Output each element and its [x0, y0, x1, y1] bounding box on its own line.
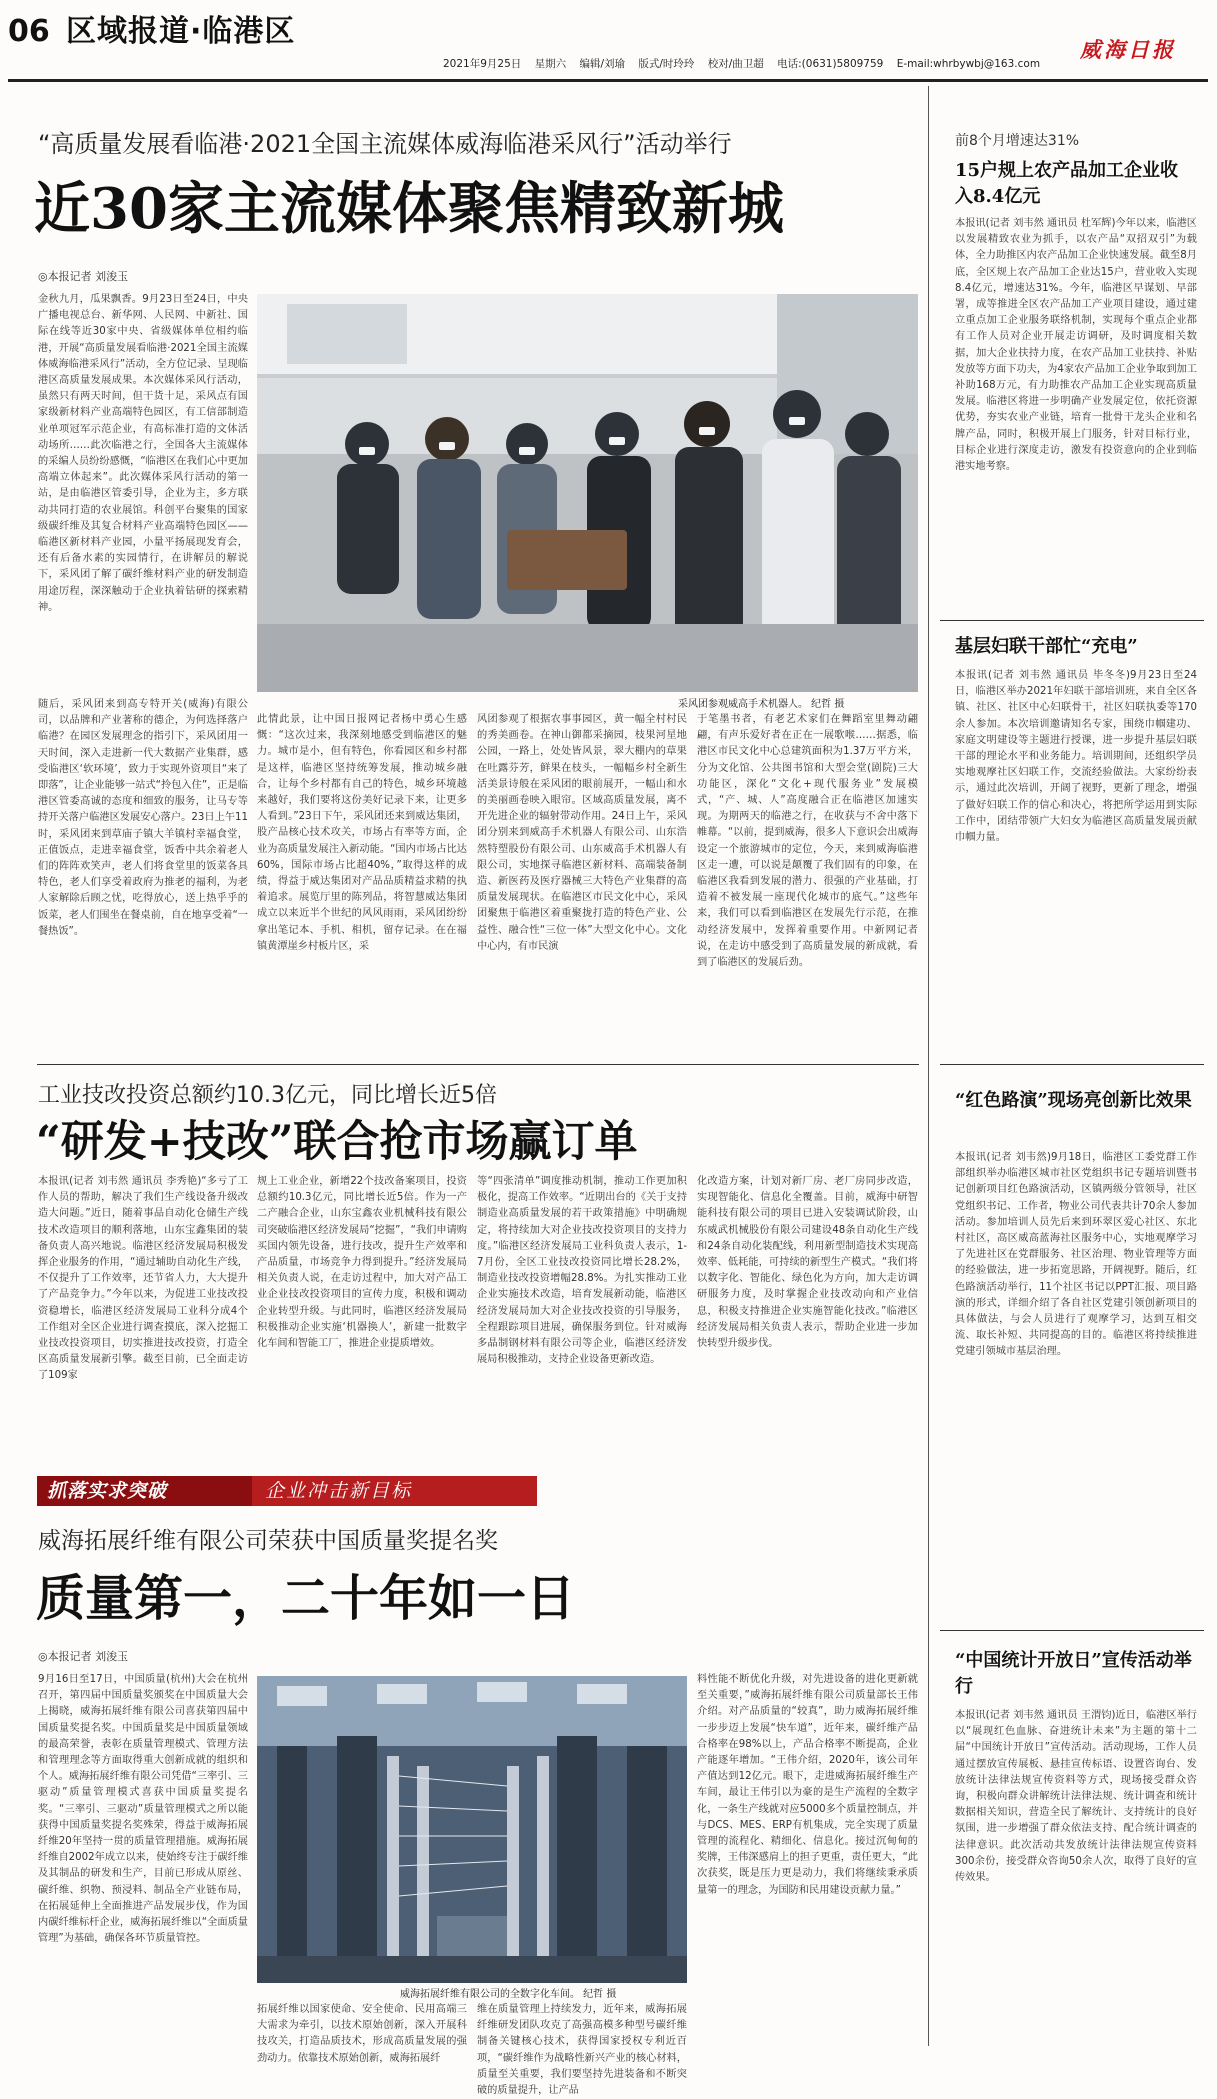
side3-title: “红色路演”现场亮创新比效果 [955, 1090, 1192, 1111]
article3-byline: ◎本报记者 刘浚玉 [38, 1650, 129, 1663]
proofreader: 校对/曲卫超 [707, 58, 764, 70]
article3-photo [257, 1676, 687, 1983]
article3-col2: 拓展纤维以国家使命、安全使命、民用高端三大需求为牵引，以技术原始创新，深入开展科技攻关，打造品质技术，形成高质量发展的强劲动力。依靠技术原始创新，威海拓展纤 [257, 2004, 467, 2064]
article1-photo [257, 294, 918, 692]
divider [37, 1064, 919, 1065]
article1-col2: 此情此景，让中国日报网记者杨中勇心生感慨：“这次过来，我深刻地感受到临港区的魅力。城市是小，但有特色，你看园区和乡村都是这样，临港区坚持统筹发展，推动城乡融合，让每个乡村都有自己的特色，城乡环境越来越好，我们要将这份美好记录下来，让更多人看到。”23日下午，采风团还来到威达集团，股产品核心技术攻关，市场占有率等方面，企业为高质量发展注入新动能。“国内市场占比达60%，国际市场占比超40%，”取得这样的成绩，得益于威达集团对产品品质精益求精的执着追求。展览厅里的陈列品，将智慧威达集团成立以来近半个世纪的风风雨雨，采风团纷纷拿出笔记本、手机、相机，留存记录。在在福镇黄潭崖乡村板片区，采 [257, 714, 467, 952]
banner-right: 企业冲击新目标 [265, 1480, 413, 1502]
page-number: 06 [8, 14, 50, 49]
article3-col1: 9月16日至17日，中国质量(杭州)大会在杭州召开，第四届中国质量奖颁奖在中国质量大会上揭晓，威海拓展纤维有限公司喜获第四届中国质量奖提名奖。中国质量奖是中国质量领域的最高荣誉，表彰在质量管理模式、管理方法和管理理念等方面取得重大创新成就的组织和个人。威海拓展纤维有限公司凭借“三率引、三驱动”质量管理模式喜获中国质量奖提名奖。“三率引、三驱动”质量管理模式之所以能获得中国质量奖提名奖殊荣，得益于威海拓展纤维20年坚持一贯的质量管理措施。威海拓展纤维自2002年成立以来，使始终专注于碳纤维及其制品的研发和生产，目前已形成从原丝、碳纤维、织物、预浸料、制品全产业链布局，在拓展延伸上全面推进产品发展步伐，作为国内碳纤维标杆企业，威海拓展纤维以“全面质量管理”为基础，确保各环节质量管控。 [38, 1674, 248, 1945]
article1-col3: 风团参观了根据农事事园区，黄一幅全村村民的秀美画卷。在神山御都采摘园，枝果河星地公园，一路上，处处皆风景，翠大棚内的草果在吐露芬芳，鲜果在枝头，一幅幅乡村全新生活美景诗般在采风团的眼前展开，一幅山和水的美丽画卷映入眼帘。区域高质量发展，离不开先进企业的辐射带动作用。24日上午，采风团分别来到威高手术机器人有限公司、山东浩然特塑股份有限公司、山东威高手术机器人有限公司，实地探寻临港区新材料、高端装备制造、新医药及医疗器械三大特色产业集群的高质量发展现状。在临港区市民文化中心，采风团聚焦于临港区着重聚拢打造的特色产业、公益性、融合性“三位一体”大型文化中心。文化中心内，有市民演 [477, 714, 687, 952]
side4-title: “中国统计开放日”宣传活动举行 [955, 1650, 1192, 1697]
article2-col3: 等“四张清单”调度推动机制，推动工作更加积极化，提高工作效率。“近期出台的《关于支持制造业高质量发展的若干政策措施》中明确规定，将持续加大对企业技改投资项目的支持力度。”临港区经济发展局工业科负责人表示，1-7月份，全区工业技改投资同比增长28.2%，制造业技改投资增幅28.8%。为扎实推动工业企业实施技术改造，培育发展新动能，临港区经济发展局加大对企业技改投资的引导服务，全程跟踪项目进展，确保服务到位。针对威海多晶制钢材料有限公司等企业，临港区经济发展局积极推动，支持企业设备更新改造。 [477, 1176, 687, 1366]
article1-subtitle: “高质量发展看临港·2021全国主流媒体威海临港采风行”活动举行 [38, 130, 732, 158]
column-banner [37, 1476, 537, 1506]
section-title: 区域报道·临港区 [66, 14, 296, 49]
side1-body: 本报讯(记者 刘韦然 通讯员 杜军辉)今年以来，临港区以发展精致农业为抓手，以农产品“双招双引”为载体，全力助推区内农产品加工企业快速发展。截至8月底，全区规上农产品加工企业达15户，营业收入实现8.4亿元，增速达31%。今年，临港区早谋划、早部署，成等推进全区农产品加工产业项目建设，通过建立重点加工企业服务联络机制，实现每个重点企业都有工作人员对企业开展走访调研，及时调度相关数据，加大企业扶持力度，在农产品加工业扶持、补贴发放等方面下功夫，为4家农产品加工企业争取到加工补助168万元，有力助推农产品加工企业实现高质量发展。临港区将进一步明确产业发展定位，依托资源优势，夯实农业产业链，培育一批骨干龙头企业和名牌产品，同时，积极开展上门服务，针对目标行业，目标企业进行深度走访，激发有投资意向的企业到临港实地考察。 [955, 218, 1197, 473]
side3-body: 本报讯(记者 刘韦然)9月18日，临港区工委党群工作部组织举办临港区城市社区党组织书记专题培训暨书记创新项目红色路演活动，区镇两级分管领导，社区党组织书记、工作者，物业公司代表共计70余人参加活动。参加培训人员先后来到环翠区爱心社区、东北村社区，高区威高蓝海社区服务中心，实地观摩学习了先进社区在党群服务、社区治理、物业管理等方面的经验做法，进一步拓宽思路，开阔视野。随后，红色路演活动举行，11个社区书记以PPT汇报、项目路演的形式，详细介绍了各自社区党建引领创新项目的具体做法，与会人员进行了观摩学习，达到互相交流、取长补短、共同提高的目的。临港区将持续推进党建引领城市基层治理。 [955, 1152, 1197, 1358]
header-rule [8, 79, 1208, 82]
issue-weekday: 星期六 [534, 58, 567, 70]
article2-col1: 本报讯(记者 刘韦然 通讯员 李秀艳)“多亏了工作人员的帮助，解决了我们生产线设备升级改造大问题。”近日，随着事品自动化仓储生产线技术改造项目的顺利落地，山东宝鑫集团的装备负责人高兴地说。临港区经济发展局积极发挥企业服务的作用，“通过辅助自动化生产线，不仅提升了工作效率，还节省人力，大大提升了产品竞争力。”今年以来，为促进工业技改投资稳增长，临港区经济发展局工业科分成4个工作组对全区企业进行调查摸底，深入挖掘工业技改投资项目，切实推进技改投资，打造全区高质量发展新引擎。截至目前，已全面走访了109家 [38, 1176, 248, 1382]
article3-title: 质量第一，二十年如一日 [36, 1569, 576, 1627]
article1-title: 近30家主流媒体聚焦精致新城 [34, 176, 784, 242]
article1-col1b: 随后，采风团来到高专特开关(威海)有限公司，以品牌和产业著称的德企，为何选择落户临港？在园区发展理念的指引下，采风团用一天时间，深入走进新一代大数据产业集群，感受临港区‘软环境’，致力于实现外资项目“来了即落”，让企业能够一站式“拎包入住”，正是临港区管委高诚的态度和细致的服务，让马专等持开关落户临港区发展安心落户。23日上午11时，采风团来到草庙子镇大羊镇村幸福食堂，正值饭点，走进幸福食堂，饭香中共余着老人们的阵阵欢笑声，老人们将食堂里的饭菜各具特色，老人们享受着政府为推老的福利，为老人家解除后顾之忧，吃得放心，送上热乎乎的饭菜，老人们围坐在餐桌前，自在地享受着“一餐热饭”。 [38, 699, 248, 937]
article2-col4: 化改造方案，计划对新厂房、老厂房同步改造，实现智能化、信息化全覆盖。目前，威海中研智能科技有限公司的项目已进入安装调试阶段，山东威武机械股份有限公司建设48条自动化生产线和24条自动化装配线，利用新型制造技术实现高效率、低耗能，可持续的新型生产模式。“我们将以数字化、智能化、绿色化为方向，加大走访调研服务力度，及时掌握企业技改动向和产业信息，积极支持推进企业实施智能化技改。”临港区经济发展局相关负责人表示，帮助企业进一步加快转型升级步伐。 [697, 1176, 918, 1350]
article1-col1: 金秋九月，瓜果飘香。9月23日至24日，中央广播电视总台、新华网、人民网、中新社、国际在线等近30家中央、省级媒体单位相约临港，开展“高质量发展看临港·2021全国主流媒体威海临港采风行”活动，全方位记录、呈现临港区高质量发展成果。本次媒体采风行活动，虽然只有两天时间，但干货十足，采风点有国家级新材料产业高端特色园区，有工信部制造业单项冠军示范企业，有高标准打造的文体活动场所……此次临港之行，全国各大主流媒体的采编人员纷纷感慨，“临港区在我们心中更加高端立体起来”。此次媒体采风行活动的第一站，是由临港区管委引导，企业为主，多方联动共同打造的农业展馆。科创平台聚集的国家级碳纤维及其复合材料产业高端特色园区——临港区新材料产业园，小量平扬展现发育会，还有后备水素的实园情行，在讲解员的解说下，采风团了解了碳纤维材料产业的研发制造用途厉程，深深触动于企业执着钻研的探索精神。 [38, 294, 248, 613]
article1-byline: ◎本报记者 刘浚玉 [38, 270, 129, 283]
article2-title: “研发+技改”联合抢市场赢订单 [36, 1117, 638, 1167]
article1-col4: 于笔墨书者，有老艺术家们在舞蹈室里舞动翩翩，有声乐爱好者在正在一展歌喉……据悉，临港区市民文化中心总建筑面积为1.37万平方米，分为文化馆、公共图书馆和大型会堂(剧院)三大功能区，深化“文化+现代服务业”发展模式，“产、城、人”高度融合正在临港区加速实现。为期两天的临港之行，在收获与不舍中落下帷幕。“以前，提到威海，很多人下意识会出威海设定一个旅游城市的定位，今天，来到威海临港区走一遭，可以说是颠覆了我们固有的印象，在临港区我看到发展的潜力、很强的产业基础，打造着不被发展一座现代化城市的底气。”这些年来，我们可以看到临港区在发展先行示范，在推动经济发展中，发挥着重要作用。中新网记者说，在走访中感受到了高质量发展的新成就，看到了临港区的发展后劲。 [697, 714, 918, 969]
side1-kicker: 前8个月增速达31% [955, 133, 1080, 149]
newspaper-logo: 威海日报 [1080, 37, 1176, 62]
email[interactable]: E-mail:whrbywbj@163.com [896, 58, 1041, 70]
side4-body: 本报讯(记者 刘韦然 通讯员 王渭钧)近日，临港区举行以“展现红色血脉、奋进统计未来”为主题的第十二届“中国统计开放日”宣传活动。活动现场，工作人员通过摆放宣传展板、悬挂宣传标语、设置咨询台、发放统计法律法规宣传资料等方式，现场接受群众咨询，积极向群众讲解统计法律法规、统计调查和统计数据相关知识，营造全民了解统计、支持统计的良好氛围，进一步增强了群众依法支持、配合统计调查的法律意识。此次活动共发放统计法律法规宣传资料300余份，接受群众咨询50余人次，取得了良好的宣传效果。 [955, 1710, 1197, 1884]
issue-date: 2021年9月25日 [443, 58, 522, 70]
editor: 编辑/刘瑜 [579, 58, 625, 70]
phone: 电话:(0631)5809759 [777, 58, 884, 70]
article3-col4: 料性能不断优化升级，对先进设备的进化更新就至关重要，”威海拓展纤维有限公司质量部长王伟介绍。对产品质量的“较真”，助力威海拓展纤维一步步迈上发展“快车道”，近年来，碳纤维产品合格率在98%以上，产品合格率不断提高，企业产能逐年增加。“王伟介绍，2020年，该公司年产值达到12亿元。眼下，走进威海拓展纤维生产车间，最让王伟引以为豪的是生产流程的全数字化，一条生产线就对应5000多个质量控制点，并与DCS、MES、ERP有机集成，完全实现了质量管理的流程化、精细化、信息化。接过沉甸甸的奖牌，王伟深感肩上的担子更重，责任更大，“此次获奖，既是压力更是动力，我们将继续秉承质量第一的理念，为国防和民用建设贡献力量。” [697, 1674, 918, 1896]
side2-title: 基层妇联干部忙“充电” [955, 636, 1138, 657]
masthead-meta [443, 56, 1143, 74]
layout-editor: 版式/时玲玲 [638, 58, 695, 70]
banner-left: 抓落实求突破 [37, 1476, 252, 1506]
side-divider-2 [940, 1064, 1204, 1065]
article3-photo-caption: 威海拓展纤维有限公司的全数字化车间。 纪哲 摄 [400, 1989, 617, 2000]
side-divider-3 [940, 1630, 1204, 1631]
sidebar-divider [928, 86, 929, 2046]
article3-subtitle: 威海拓展纤维有限公司荣获中国质量奖提名奖 [38, 1528, 498, 1554]
side1-title: 15户规上农产品加工企业收入8.4亿元 [955, 160, 1179, 207]
lab-visit-photo [257, 294, 918, 692]
side2-body: 本报讯(记者 刘韦然 通讯员 毕冬冬)9月23日至24日，临港区举办2021年妇联干部培训班，来自全区各镇、社区、社区中心妇联骨干，社区妇联执委等170余人参加。本次培训邀请知名专家，围绕巾帼建功、家庭文明建设等主题进行授课，进一步提升基层妇联干部的理论水平和业务能力。培训期间，还组织学员实地观摩社区妇联工作，交流经验做法。大家纷纷表示，通过此次培训，开阔了视野，更新了理念，增强了做好妇联工作的信心和决心，将把所学运用到实际工作中，团结带领广大妇女为临港区高质量发展贡献巾帼力量。 [955, 670, 1197, 844]
article2-subtitle: 工业技改投资总额约10.3亿元，同比增长近5倍 [38, 1083, 497, 1108]
article2-col2: 规上工业企业，新增22个技改备案项目，投资总额约10.3亿元，同比增长近5倍。作为一产二产融合企业，山东宝鑫农业机械科技有限公司突破临港区经济发展局“挖掘”，“我们申请购买国内领先设备，进行技改，提升生产效率和产品质量，市场竞争力得到提升。”经济发展局相关负责人说，在走访过程中，加大对产品工业企业技改投资项目的宣传力度，积极和调动企业转型升级。与此同时，临港区经济发展局积极推动企业实施‘机器换人’，新建一批数字化车间和智能工厂，推进企业提质增效。 [257, 1176, 467, 1350]
article3-col3: 维在质量管理上持续发力，近年来，威海拓展纤维研发团队攻克了高强高模多种型号碳纤维制备关键核心技术，获得国家授权专利近百项，“碳纤维作为战略性新兴产业的核心材料，质量至关重要，我们要坚持先进装备和不断突破的质量提升，让产品 [477, 2004, 687, 2097]
article1-photo-caption: 采风团参观威高手术机器人。 纪哲 摄 [678, 699, 845, 710]
factory-workshop-photo [257, 1676, 687, 1983]
side-divider-1 [940, 620, 1204, 621]
